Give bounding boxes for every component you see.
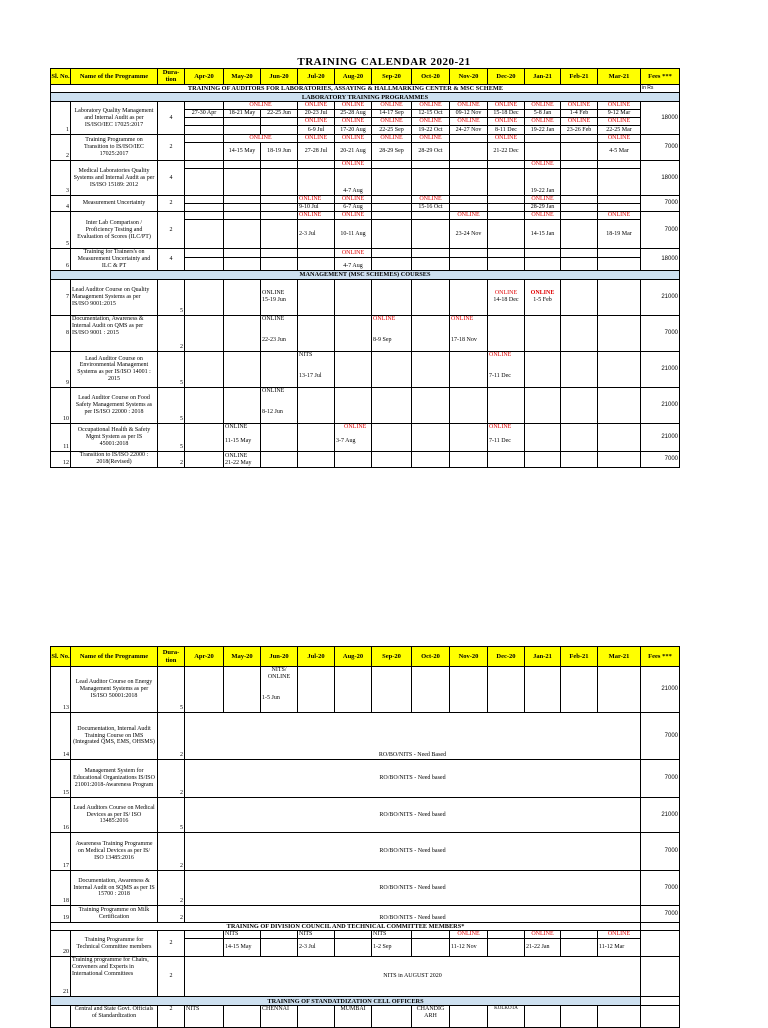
online-label: ONLINE (450, 102, 488, 110)
section-heading: TRAINING OF DIVISION COUNCIL AND TECHNICAL COMMITTEE MEMBERS* (51, 923, 641, 931)
date-cell: 14-15 May (224, 939, 261, 957)
programme-name: Documentation, Awareness & Internal Audit on SQMS as per IS 15700 : 2018 (71, 871, 158, 906)
date-cell: 18-19 Jun (261, 143, 298, 161)
fee: 21000 (641, 387, 680, 423)
duration: 5 (158, 387, 185, 423)
date-cell: 22-25 Sep (372, 126, 412, 135)
programme-name: Lead Auditor Course on Environmental Management Systems as per IS/ISO 14001 : 2015 (71, 351, 158, 387)
fee: 7000 (641, 713, 680, 760)
programme-name: Inter Lab Comparison / Proficiency Testing and Evaluation of Scores (ILC/PT) (71, 212, 158, 249)
serial-number: 18 (51, 871, 71, 906)
date-cell: 6-9 Jul (298, 126, 335, 135)
location-label: KOLKOTA (488, 1006, 525, 1028)
programme-name: Lead Auditor Course on Quality Management Systems as per IS/ISO 9001:2015 (71, 279, 158, 315)
online-label: ONLINE (372, 118, 412, 126)
header-name: Name of the Programme (71, 69, 158, 85)
schedule-note: RO/BO/NITS - Need based (185, 833, 641, 871)
date-cell: 20-21 Aug (335, 143, 372, 161)
header-month: Apr-20 (185, 647, 224, 667)
online-label: ONLINE (525, 196, 561, 204)
serial-number: 19 (51, 906, 71, 923)
duration: 5 (158, 351, 185, 387)
header-month: Sep-20 (372, 647, 412, 667)
online-label: ONLINE (598, 118, 641, 126)
online-label: ONLINE (372, 135, 412, 143)
nits-label: NITS (298, 931, 335, 939)
date-cell: 12-15 Oct (412, 110, 450, 118)
date-cell: 28-29 Oct (412, 143, 450, 161)
serial-number: 1 (51, 102, 71, 135)
fee: 7000 (641, 906, 680, 923)
online-label: ONLINE (488, 135, 525, 143)
serial-number: 9 (51, 351, 71, 387)
programme-name: Central and State Govt. Officials of Standardization (71, 1006, 158, 1028)
duration: 2 (158, 760, 185, 798)
header-row (51, 69, 680, 85)
fee: 18000 (641, 249, 680, 271)
date-cell (488, 279, 525, 315)
section-banner: TRAINING OF AUDITORS FOR LABORATORIES, ASSAYING & HALLMARKING CENTER & MSC SCHEME (51, 84, 641, 92)
header-sl: Sl. No. (51, 69, 71, 85)
header-name: Name of the Programme (71, 647, 158, 667)
programme-name: Lead Auditor Course on Food Safety Management Systems as per IS/ISO 22000 : 2018 (71, 387, 158, 423)
serial-number: 3 (51, 161, 71, 196)
date-text: 21-22 May (225, 459, 252, 466)
date-text: 7-11 Dec (489, 437, 511, 444)
serial-number: 12 (51, 451, 71, 467)
online-label: ONLINE (335, 118, 372, 126)
fee: 7000 (641, 315, 680, 351)
online-label: ONLINE (225, 453, 248, 460)
serial-number: 21 (51, 957, 71, 997)
online-label: ONLINE (598, 135, 641, 143)
online-label: ONLINE (450, 931, 488, 939)
date-cell: 6-7 Aug (335, 204, 372, 212)
fee: 21000 (641, 423, 680, 451)
date-text: 22-23 Jun (262, 336, 286, 343)
online-label: ONLINE (598, 931, 641, 939)
online-label: ONLINE (525, 102, 561, 110)
header-duration: Dura-tion (158, 69, 185, 85)
online-label: ONLINE (598, 212, 641, 220)
online-label: ONLINE (225, 423, 248, 430)
programme-name: Training Programme for Technical Committee members (71, 931, 158, 957)
duration: 2 (158, 135, 185, 161)
programme-name: Medical Laboratories Quality Systems and Internal Audit as per IS/ISO 15189: 2012 (71, 161, 158, 196)
header-month: Jul-20 (298, 69, 335, 85)
duration: 2 (158, 196, 185, 212)
date-cell (488, 423, 525, 451)
date-cell: 09-12 Nov (450, 110, 488, 118)
programme-name: Training programme for Chairs, Conveners and Experts in International Committees (71, 957, 158, 997)
date-cell: 2-3 Jul (298, 220, 335, 249)
header-duration: Dura-tion (158, 647, 185, 667)
date-cell (261, 279, 298, 315)
date-cell: 24-27 Nov (450, 126, 488, 135)
nits-label: NITS (185, 1006, 224, 1028)
programme-name: Documentation, Internal Audit Training Course on IMS (Integrated QMS, EMS, OHSMS) (71, 713, 158, 760)
date-text: 11-15 May (225, 437, 252, 444)
header-row (51, 647, 680, 667)
date-text: 8-9 Sep (373, 336, 392, 343)
date-cell: 8-11 Dec (488, 126, 525, 135)
header-month: Jun-20 (261, 69, 298, 85)
header-month: Apr-20 (185, 69, 224, 85)
date-cell: 25-28 Aug (335, 110, 372, 118)
date-cell: 27-28 Jul (298, 143, 335, 161)
date-cell: 18-21 May (224, 110, 261, 118)
location-label: CHANDIG ARH (412, 1006, 450, 1028)
date-cell (372, 315, 412, 351)
online-label: ONLINE (525, 118, 561, 126)
header-fees: Fees *** (641, 69, 680, 85)
duration: 2 (158, 931, 185, 957)
header-month: Feb-21 (561, 69, 598, 85)
date-cell: 9-10 Jul (298, 204, 335, 212)
date-cell (488, 351, 525, 387)
header-month: Aug-20 (335, 69, 372, 85)
date-cell: 21-22 Dec (488, 143, 525, 161)
fee: 7000 (641, 833, 680, 871)
fee: 18000 (641, 102, 680, 135)
date-cell: 1-2 Sep (372, 939, 412, 957)
location-label: MUMBAI (335, 1006, 372, 1028)
header-month: Mar-21 (598, 69, 641, 85)
section-heading: TRAINING OF STANDATDIZATION CELL OFFICERS (51, 997, 641, 1006)
serial-number: 7 (51, 279, 71, 315)
date-text: 13-17 Jul (299, 372, 322, 379)
online-label: ONLINE (335, 135, 372, 143)
header-month: Sep-20 (372, 69, 412, 85)
section-heading: LABORATORY TRAINING PROGRAMMES (51, 93, 680, 102)
date-cell (525, 279, 561, 315)
fee: 21000 (641, 279, 680, 315)
date-cell: 23-24 Nov (450, 220, 488, 249)
schedule-note: RO/BO/NITS - Need based (185, 760, 641, 798)
fee: 7000 (641, 196, 680, 212)
date-cell: 2-3 Jul (298, 939, 335, 957)
header-month: Oct-20 (412, 69, 450, 85)
online-label: ONLINE (224, 102, 298, 110)
duration: 5 (158, 667, 185, 713)
date-cell: 4-7 Aug (335, 169, 372, 196)
date-cell: 23-26 Feb (561, 126, 598, 135)
online-label: ONLINE (598, 102, 641, 110)
duration: 4 (158, 102, 185, 135)
date-text: 7-11 Dec (489, 372, 511, 379)
duration: 2 (158, 713, 185, 760)
online-label: ONLINE (561, 102, 598, 110)
date-text: 17-18 Nov (451, 336, 477, 343)
fee: 21000 (641, 667, 680, 713)
date-cell (261, 667, 298, 713)
date-cell (261, 315, 298, 351)
date-cell (450, 315, 488, 351)
header-month: Dec-20 (488, 69, 525, 85)
schedule-note: RO/BO/NITS - Need Based (185, 713, 641, 760)
section-heading: MANAGEMENT (MSC SCHEMES) COURSES (51, 270, 680, 279)
date-cell: 17-20 Aug (335, 126, 372, 135)
online-label: ONLINE (298, 118, 335, 126)
programme-name: Awareness Training Programme on Medical Devices as per IS/ ISO 13485:2016 (71, 833, 158, 871)
header-month: May-20 (224, 647, 261, 667)
nits-label: NITS (299, 351, 313, 358)
programme-name: Occupational Health & Safety Mgmt System as per IS 45001:2018 (71, 423, 158, 451)
header-month: Nov-20 (450, 69, 488, 85)
date-cell: 27-30 Apr (185, 110, 224, 118)
serial-number: 6 (51, 249, 71, 271)
date-text: 8-12 Jun (262, 408, 283, 415)
nits-label: NITS/ ONLINE (267, 667, 291, 680)
schedule-note: RO/BO/NITS - Need based (185, 906, 641, 923)
date-cell (224, 451, 261, 467)
programme-name: Laboratory Quality Management and Internal Audit as per IS/ISO/IEC 17025:2017 (71, 102, 158, 135)
online-label: ONLINE (451, 315, 474, 322)
online-label: ONLINE (412, 196, 450, 204)
duration: 4 (158, 249, 185, 271)
date-cell: 15-18 Dec (488, 110, 525, 118)
date-cell: 9-12 Mar (598, 110, 641, 118)
schedule-note: NITS in AUGUST 2020 (185, 957, 641, 997)
online-label: ONLINE (335, 161, 372, 169)
header-month: Oct-20 (412, 647, 450, 667)
programme-name: Lead Auditor Course on Energy Management Systems as per IS/ISO 50001:2018 (71, 667, 158, 713)
duration: 2 (158, 957, 185, 997)
serial-number: 15 (51, 760, 71, 798)
serial-number: 20 (51, 931, 71, 957)
programme-name: Lead Auditors Course on Medical Devices as per IS/ ISO 13485:2016 (71, 798, 158, 833)
date-cell: 1-4 Feb (561, 110, 598, 118)
online-label: ONLINE (335, 249, 372, 258)
date-cell: 22-25 Jun (261, 110, 298, 118)
duration: 2 (158, 871, 185, 906)
fee: 7000 (641, 135, 680, 161)
serial-number: 4 (51, 196, 71, 212)
nits-label: NITS (372, 931, 412, 939)
location-label: CHENNAI (261, 1006, 298, 1028)
date-cell: 4-5 Mar (598, 143, 641, 161)
date-cell (224, 423, 261, 451)
fee: 7000 (641, 451, 680, 467)
header-month: Mar-21 (598, 647, 641, 667)
date-cell (298, 351, 335, 387)
online-label: ONLINE (335, 102, 372, 110)
training-table-2 (50, 646, 680, 1028)
programme-name: Transition to IS/ISO 22000 : 2018(Revised) (71, 451, 158, 467)
schedule-note: RO/BO/NITS - Need based (185, 798, 641, 833)
online-label: ONLINE (412, 118, 450, 126)
training-table-1 (50, 68, 680, 468)
fee: 7000 (641, 871, 680, 906)
online-label: ONLINE (224, 135, 298, 143)
online-label: ONLINE (262, 387, 285, 394)
duration: 5 (158, 423, 185, 451)
date-text: 1-5 Jun (262, 694, 280, 701)
header-month: May-20 (224, 69, 261, 85)
date-text: 3-7 Aug (336, 437, 356, 444)
header-month: Jan-21 (525, 647, 561, 667)
online-label: ONLINE (412, 135, 450, 143)
date-cell: 19-22 Oct (412, 126, 450, 135)
date-cell: 14-15 May (224, 143, 261, 161)
online-label: ONLINE (344, 423, 367, 430)
date-cell: 28-29 Jan (525, 204, 561, 212)
duration: 2 (158, 1006, 185, 1028)
serial-number: 16 (51, 798, 71, 833)
date-cell: 15-16 Oct (412, 204, 450, 212)
duration: 4 (158, 161, 185, 196)
header-month: Jul-20 (298, 647, 335, 667)
programme-name: Management System for Educational Organizations IS/ISO 21001:2018-Awareness Program (71, 760, 158, 798)
header-month: Feb-21 (561, 647, 598, 667)
online-label: ONLINE (335, 196, 372, 204)
online-label: ONLINE (525, 931, 561, 939)
date-cell: 19-22 Jan (525, 169, 561, 196)
duration: 2 (158, 315, 185, 351)
online-label: ONLINE (373, 315, 396, 322)
online-label: ONLINE (494, 290, 518, 297)
date-cell: 19-22 Jan (525, 126, 561, 135)
header-month: Aug-20 (335, 647, 372, 667)
date-cell: 14-17 Sep (372, 110, 412, 118)
online-label: ONLINE (450, 118, 488, 126)
header-month: Dec-20 (488, 647, 525, 667)
date-cell: 18-19 Mar (598, 220, 641, 249)
serial-number: 13 (51, 667, 71, 713)
date-cell: 20-23 Jul (298, 110, 335, 118)
online-label: ONLINE (335, 212, 372, 220)
date-cell (335, 423, 372, 451)
online-label: ONLINE (262, 315, 285, 322)
online-label: ONLINE (372, 102, 412, 110)
date-cell: 21-22 Jan (525, 939, 561, 957)
date-text: 14-18 Dec (493, 297, 519, 304)
fee: 7000 (641, 212, 680, 249)
online-label: ONLINE (450, 212, 488, 220)
serial-number: 5 (51, 212, 71, 249)
programme-name: Measurement Uncertainty (71, 196, 158, 212)
duration: 5 (158, 798, 185, 833)
programme-name: Training Programme on Transition to IS/ISO/IEC 17025:2017 (71, 135, 158, 161)
header-fees: Fees *** (641, 647, 680, 667)
serial-number: 8 (51, 315, 71, 351)
serial-number: 2 (51, 135, 71, 161)
duration: 5 (158, 279, 185, 315)
serial-number: 10 (51, 387, 71, 423)
duration: 2 (158, 833, 185, 871)
online-label: ONLINE (298, 102, 335, 110)
programme-name: Documentation, Awareness & Internal Audit on QMS as per IS/ISO 9001 : 2015 (71, 315, 158, 351)
page-title: TRAINING CALENDAR 2020-21 (297, 56, 471, 68)
nits-label: NITS (224, 931, 261, 939)
header-month: Jun-20 (261, 647, 298, 667)
online-label: ONLINE (525, 161, 561, 169)
date-cell: 14-15 Jan (525, 220, 561, 249)
schedule-note: RO/BO/NITS - Need based (185, 871, 641, 906)
online-label: ONLINE (488, 118, 525, 126)
online-label: ONLINE (298, 212, 335, 220)
programme-name: Training for Trainers's on Measurement Uncertainty and ILC & PT (71, 249, 158, 271)
online-label: ONLINE (298, 196, 335, 204)
online-label: ONLINE (412, 102, 450, 110)
online-label: ONLINE (488, 102, 525, 110)
serial-number: 11 (51, 423, 71, 451)
date-text: 15-19 Jun (262, 297, 286, 304)
date-cell: 28-29 Sep (372, 143, 412, 161)
duration: 2 (158, 906, 185, 923)
date-cell (261, 387, 298, 423)
duration: 2 (158, 451, 185, 467)
date-cell: 11-12 Mar (598, 939, 641, 957)
online-label: ONLINE (262, 290, 285, 297)
date-cell: 4-7 Aug (335, 258, 372, 271)
online-label: ONLINE (489, 423, 512, 430)
online-label: ONLINE (525, 212, 561, 220)
programme-name: Training Programme on Milk Certification (71, 906, 158, 923)
date-cell: 11-12 Nov (450, 939, 488, 957)
online-label: ONLINE (530, 290, 555, 297)
date-text: 1-5 Feb (533, 297, 552, 304)
header-sl: Sl. No. (51, 647, 71, 667)
online-label: ONLINE (561, 118, 598, 126)
date-cell: 22-25 Mar (598, 126, 641, 135)
online-label: ONLINE (489, 351, 512, 358)
fee: 7000 (641, 760, 680, 798)
serial-number: 17 (51, 833, 71, 871)
fee: 18000 (641, 161, 680, 196)
online-label: ONLINE (298, 135, 335, 143)
fees-unit: in Rs (641, 84, 680, 92)
fee: 21000 (641, 798, 680, 833)
header-month: Nov-20 (450, 647, 488, 667)
fee: 21000 (641, 351, 680, 387)
serial-number: 14 (51, 713, 71, 760)
date-cell: 5-8 Jan (525, 110, 561, 118)
duration: 2 (158, 212, 185, 249)
date-cell: 10-11 Aug (335, 220, 372, 249)
header-month: Jan-21 (525, 69, 561, 85)
